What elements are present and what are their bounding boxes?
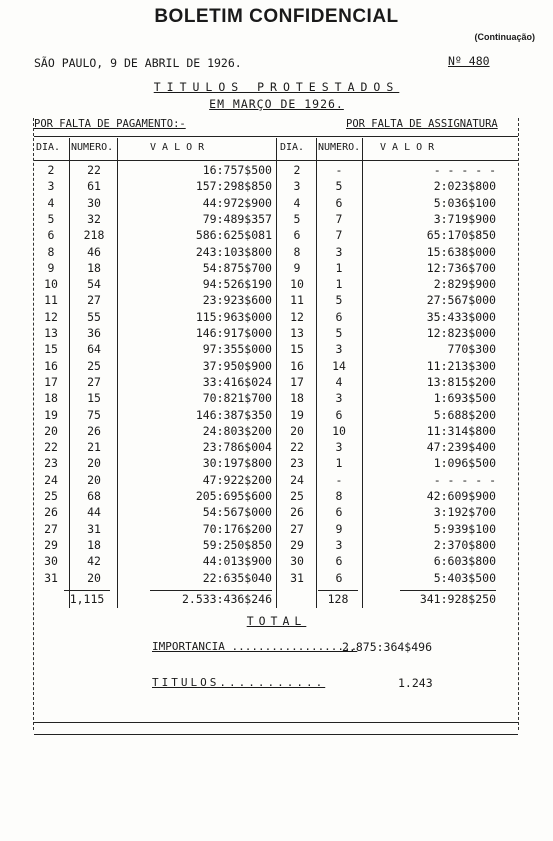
left-dia-cell: 19	[44, 407, 58, 422]
left-dia-cell: 24	[44, 472, 58, 487]
right-numero-cell: 5	[335, 293, 343, 308]
left-dia-cell: 29	[44, 537, 58, 552]
right-valor-cell: 65:170$850	[426, 228, 496, 243]
right-numero-cell: 3	[335, 342, 343, 357]
titulos-value: 1.243	[398, 676, 433, 690]
right-dia-cell: 20	[290, 423, 304, 438]
left-dia-cell: 15	[44, 342, 58, 357]
left-numero-cell: 30	[87, 195, 101, 210]
right-valor-cell: 13:815$200	[426, 374, 496, 389]
right-valor-cell: 5:036$100	[433, 195, 496, 210]
right-numero-cell: 3	[335, 440, 343, 455]
place-date: SÃO PAULO, 9 DE ABRIL DE 1926.	[34, 56, 242, 70]
right-numero-cell: 7	[335, 211, 343, 226]
right-valor-cell: 2:829$900	[433, 277, 496, 292]
right-numero-cell: 9	[335, 521, 343, 536]
left-section-heading: POR FALTA DE PAGAMENTO:-	[34, 118, 186, 130]
left-valor-cell: 16:757$500	[202, 163, 272, 177]
right-valor-cell: 35:433$000	[426, 309, 496, 324]
left-numero-cell: 54	[87, 277, 101, 292]
right-numero-cell: 6	[335, 554, 343, 569]
left-dia-cell: 23	[44, 456, 58, 471]
right-dia-cell: 24	[290, 472, 304, 487]
bottom-rule	[34, 722, 518, 723]
right-valor-cell: 770$300	[447, 342, 496, 357]
right-dia-cell: 13	[290, 326, 304, 340]
right-dia-cell: 11	[290, 293, 304, 308]
left-col-header-valor: V A L O R	[150, 142, 205, 153]
left-numero-cell: 22	[87, 163, 101, 177]
right-numero-cell: 6	[335, 309, 343, 324]
right-numero-cell: -	[335, 472, 343, 487]
right-numero-cell: 1	[335, 456, 343, 471]
right-valor-cell: - - - - -	[433, 163, 496, 177]
right-dia-cell: 4	[293, 195, 301, 210]
right-dia-cell: 2	[293, 163, 301, 177]
right-dia-cell: 17	[290, 374, 304, 389]
right-dia-cell: 10	[290, 277, 304, 292]
right-numero-cell: 3	[335, 244, 343, 259]
right-valor-cell: 11:213$300	[426, 358, 496, 373]
right-col-header-numero: NUMERO.	[318, 142, 361, 153]
right-numero-cell: 8	[335, 489, 343, 503]
left-valor-cell: 23:923$600	[202, 293, 272, 308]
left-valor-cell: 33:416$024	[202, 374, 272, 389]
left-numero-cell: 218	[83, 228, 105, 243]
document-title: BOLETIM CONFIDENCIAL	[154, 6, 399, 27]
left-valor-cell: 115:963$000	[195, 309, 272, 324]
left-valor-cell: 70:176$200	[202, 521, 272, 536]
left-numero-cell: 32	[87, 211, 101, 226]
titulos-label: TITULOS...........	[152, 676, 326, 689]
left-dia-cell: 18	[44, 391, 58, 406]
left-total-valor: 2.533:436$246	[181, 592, 272, 606]
left-numero-cell: 75	[87, 407, 101, 422]
right-numero-cell: -	[335, 163, 343, 177]
left-dia-cell: 10	[44, 277, 58, 292]
subtitle-titulos-protestados: TITULOS PROTESTADOS	[153, 80, 400, 94]
right-valor-cell: 12:736$700	[426, 260, 496, 275]
left-dia-cell: 22	[44, 440, 58, 455]
left-valor-cell: 586:625$081	[195, 228, 272, 243]
left-valor-cell: 44:972$900	[202, 195, 272, 210]
right-valor-cell: 47:239$400	[426, 440, 496, 455]
left-numero-cell: 15	[87, 391, 101, 406]
right-numero-cell: 5	[335, 326, 343, 340]
right-numero-cell: 10	[332, 423, 346, 438]
left-valor-cell: 146:387$350	[195, 407, 272, 422]
left-valor-cell: 79:489$357	[202, 211, 272, 226]
right-dia-divider	[316, 138, 317, 608]
right-valor-cell: 27:567$000	[426, 293, 496, 308]
right-dia-cell: 12	[290, 309, 304, 324]
left-total-numero-rule	[64, 590, 110, 591]
right-dia-cell: 26	[290, 505, 304, 520]
right-valor-cell: 11:314$800	[426, 423, 496, 438]
right-valor-cell: 1:693$500	[433, 391, 496, 406]
left-dia-cell: 13	[44, 326, 58, 340]
center-divider	[276, 138, 277, 608]
bottom-rule-2	[34, 734, 518, 735]
left-numero-cell: 68	[87, 489, 101, 503]
left-valor-cell: 22:635$040	[202, 570, 272, 585]
left-valor-cell: 94:526$190	[202, 277, 272, 292]
right-dia-cell: 5	[293, 211, 301, 226]
left-dia-cell: 9	[47, 260, 55, 275]
right-numero-cell: 6	[335, 570, 343, 585]
right-numero-cell: 1	[335, 277, 343, 292]
left-numero-cell: 64	[87, 342, 101, 357]
importancia-value: 2.875:364$496	[342, 640, 433, 654]
right-dia-cell: 3	[293, 179, 301, 194]
left-total-valor-rule	[150, 590, 272, 591]
right-valor-cell: 5:939$100	[433, 521, 496, 536]
right-valor-cell: 3:192$700	[433, 505, 496, 520]
left-valor-cell: 54:567$000	[202, 505, 272, 520]
right-section-heading: POR FALTA DE ASSIGNATURA	[346, 118, 498, 130]
right-col-header-valor: V A L O R	[380, 142, 435, 153]
left-numero-cell: 44	[87, 505, 101, 520]
right-valor-cell: 12:823$000	[426, 326, 496, 340]
left-total-numero: 1,115	[69, 592, 105, 606]
left-valor-cell: 205:695$600	[195, 489, 272, 503]
right-numero-cell: 6	[335, 195, 343, 210]
left-numero-cell: 31	[87, 521, 101, 536]
right-valor-cell: 15:638$000	[426, 244, 496, 259]
left-valor-cell: 70:821$700	[202, 391, 272, 406]
left-numero-cell: 20	[87, 456, 101, 471]
left-numero-cell: 55	[87, 309, 101, 324]
left-valor-cell: 97:355$000	[202, 342, 272, 357]
left-valor-cell: 59:250$850	[202, 537, 272, 552]
right-valor-cell: - - - - -	[433, 472, 496, 487]
right-dia-cell: 27	[290, 521, 304, 536]
left-dia-divider	[69, 138, 70, 608]
header-top-rule	[34, 136, 518, 137]
right-valor-cell: 5:688$200	[433, 407, 496, 422]
right-dia-cell: 25	[290, 489, 304, 503]
right-dia-cell: 18	[290, 391, 304, 406]
left-dia-cell: 16	[44, 358, 58, 373]
right-numero-cell: 6	[335, 505, 343, 520]
left-numero-cell: 61	[87, 179, 101, 194]
left-dia-cell: 4	[47, 195, 55, 210]
left-dia-cell: 17	[44, 374, 58, 389]
left-dia-cell: 8	[47, 244, 55, 259]
left-numero-cell: 27	[87, 374, 101, 389]
left-numero-cell: 46	[87, 244, 101, 259]
left-numero-cell: 25	[87, 358, 101, 373]
left-valor-cell: 44:013$900	[202, 554, 272, 569]
right-valor-cell: 1:096$500	[433, 456, 496, 471]
right-dia-cell: 22	[290, 440, 304, 455]
left-dia-cell: 12	[44, 309, 58, 324]
right-dia-cell: 15	[290, 342, 304, 357]
left-dia-cell: 3	[47, 179, 55, 194]
right-numero-cell: 7	[335, 228, 343, 243]
left-numero-cell: 18	[87, 537, 101, 552]
left-dia-cell: 27	[44, 521, 58, 536]
right-dia-cell: 31	[290, 570, 304, 585]
left-dia-cell: 20	[44, 423, 58, 438]
bulletin-number: Nº 480	[448, 54, 490, 68]
left-numero-cell: 26	[87, 423, 101, 438]
total-label: TOTAL	[246, 614, 307, 628]
left-dia-cell: 25	[44, 489, 58, 503]
left-valor-cell: 157:298$850	[195, 179, 272, 194]
left-dia-cell: 31	[44, 570, 58, 585]
left-col-header-dia: DIA.	[36, 142, 61, 153]
left-numero-cell: 27	[87, 293, 101, 308]
importancia-label: IMPORTANCIA ...................	[152, 640, 358, 653]
left-col-header-numero: NUMERO.	[71, 142, 114, 153]
right-numero-cell: 4	[335, 374, 343, 389]
right-valor-cell: 6:603$800	[433, 554, 496, 569]
right-dia-cell: 23	[290, 456, 304, 471]
left-numero-cell: 21	[87, 440, 101, 455]
left-dia-cell: 30	[44, 554, 58, 569]
left-dia-cell: 2	[47, 163, 55, 177]
left-numero-divider	[117, 138, 118, 608]
right-numero-cell: 1	[335, 260, 343, 275]
right-total-numero: 128	[327, 592, 349, 606]
continuation-note: (Continuação)	[474, 32, 535, 42]
left-dia-cell: 26	[44, 505, 58, 520]
left-valor-cell: 146:917$000	[195, 326, 272, 340]
right-dia-cell: 19	[290, 407, 304, 422]
right-valor-cell: 3:719$900	[433, 211, 496, 226]
right-dia-cell: 30	[290, 554, 304, 569]
right-border	[518, 118, 519, 730]
right-dia-cell: 16	[290, 358, 304, 373]
right-numero-cell: 14	[332, 358, 346, 373]
left-dia-cell: 5	[47, 211, 55, 226]
right-col-header-dia: DIA.	[280, 142, 305, 153]
left-valor-cell: 23:786$004	[202, 440, 272, 455]
right-total-numero-rule	[318, 590, 358, 591]
right-numero-cell: 5	[335, 179, 343, 194]
right-total-valor-rule	[400, 590, 496, 591]
subtitle-period: EM MARÇO DE 1926.	[209, 97, 344, 111]
left-valor-cell: 30:197$800	[202, 456, 272, 471]
right-numero-cell: 3	[335, 537, 343, 552]
left-valor-cell: 47:922$200	[202, 472, 272, 487]
right-valor-cell: 2:023$800	[433, 179, 496, 194]
right-numero-divider	[362, 138, 363, 608]
right-valor-cell: 42:609$900	[426, 489, 496, 503]
left-valor-cell: 243:103$800	[195, 244, 272, 259]
right-numero-cell: 6	[335, 407, 343, 422]
left-dia-cell: 11	[44, 293, 58, 308]
right-dia-cell: 6	[293, 228, 301, 243]
left-numero-cell: 42	[87, 554, 101, 569]
right-valor-cell: 5:403$500	[433, 570, 496, 585]
right-numero-cell: 3	[335, 391, 343, 406]
left-dia-cell: 6	[47, 228, 55, 243]
left-valor-cell: 24:803$200	[202, 423, 272, 438]
right-dia-cell: 29	[290, 537, 304, 552]
right-dia-cell: 8	[293, 244, 301, 259]
left-numero-cell: 36	[87, 326, 101, 340]
right-valor-cell: 2:370$800	[433, 537, 496, 552]
left-border	[33, 118, 34, 730]
left-valor-cell: 37:950$900	[202, 358, 272, 373]
left-valor-cell: 54:875$700	[202, 260, 272, 275]
right-total-valor: 341:928$250	[419, 592, 496, 606]
right-dia-cell: 9	[293, 260, 301, 275]
left-numero-cell: 20	[87, 570, 101, 585]
left-numero-cell: 18	[87, 260, 101, 275]
left-numero-cell: 20	[87, 472, 101, 487]
